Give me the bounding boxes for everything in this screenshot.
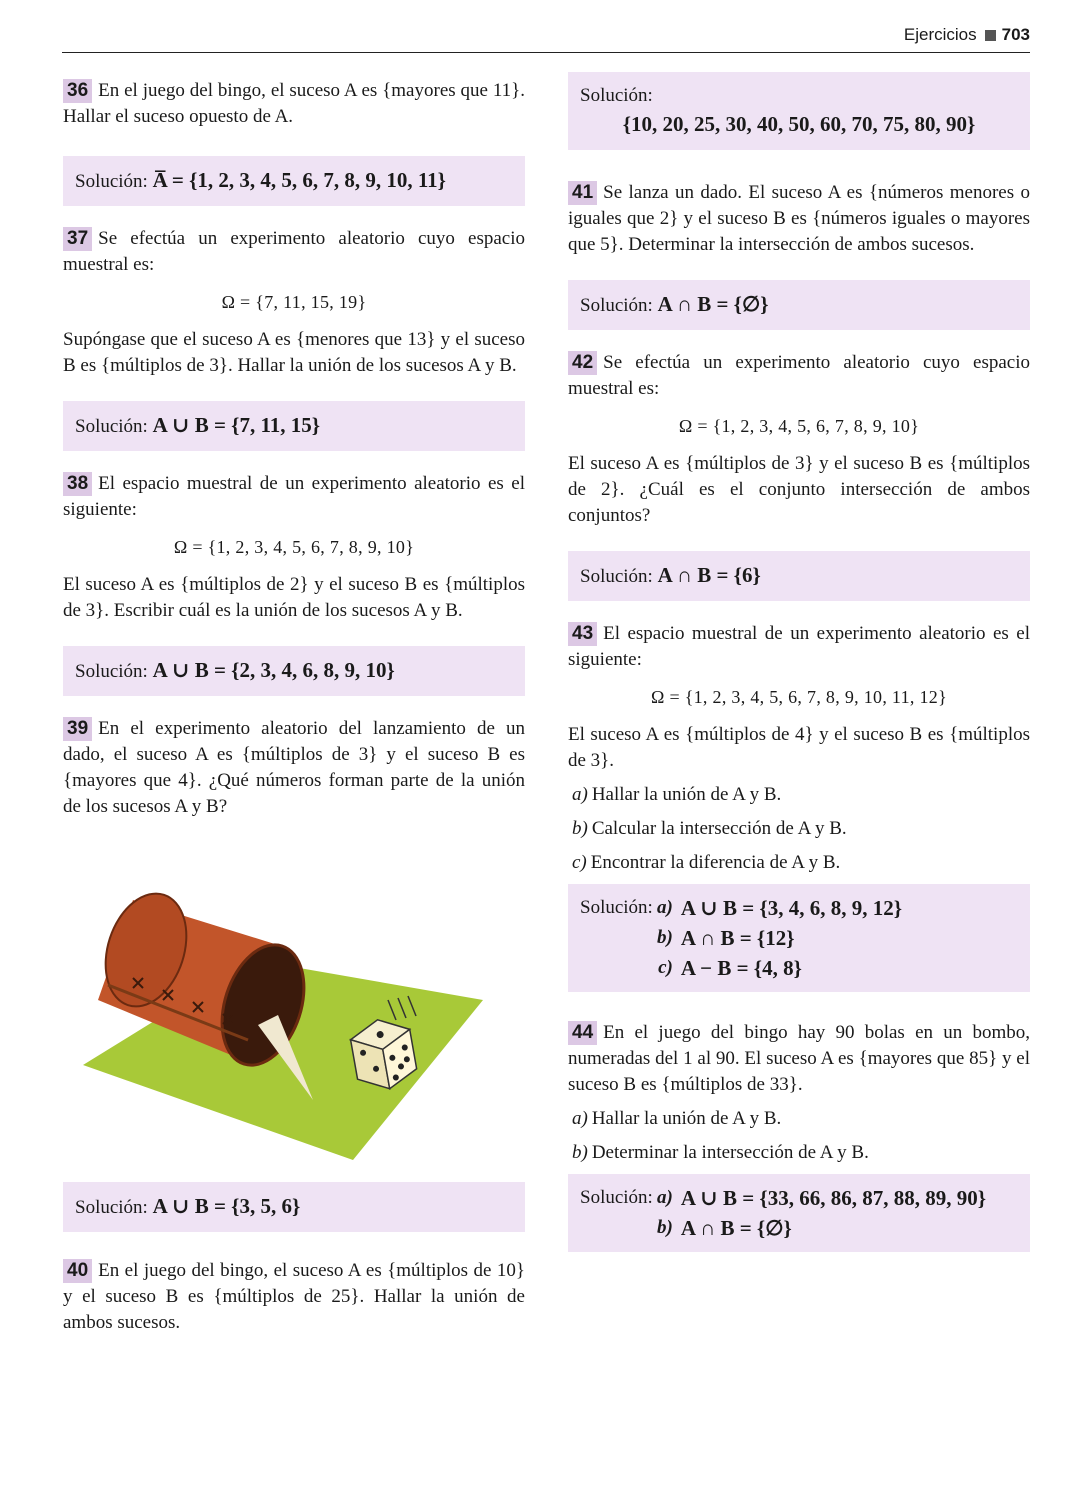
exercise-items [568, 782, 1030, 876]
right-column [568, 72, 1030, 1252]
solution-value: {10, 20, 25, 30, 40, 50, 60, 70, 75, 80, 90} [622, 112, 976, 136]
exercise-number: 37 [63, 227, 92, 251]
solution-value: A − B = {4, 8} [680, 956, 802, 980]
exercise-text: En el juego del bingo hay 90 bolas en un bombo, numeradas del 1 al 90. El suceso A es {mayores que 85} y el suceso B es {múltiplos de 33}. [568, 1022, 1030, 1095]
dice-cup-illustration [63, 850, 533, 1170]
solution-label: Solución: [580, 85, 653, 106]
exercise-43 [568, 621, 1030, 673]
sample-space-formula: Ω = {7, 11, 15, 19} [221, 292, 367, 312]
solution-label: Solución: [75, 1197, 148, 1218]
solution-value: A ∩ B = {∅} [680, 1216, 792, 1240]
solution-box [63, 1182, 525, 1232]
solution-label: Solución: [580, 1187, 653, 1208]
solution-box [568, 551, 1030, 601]
exercise-text: En el juego del bingo, el suceso A es {mayores que 11}. Hallar el suceso opuesto de A. [63, 80, 525, 127]
solution-value: A ∪ B = {33, 66, 86, 87, 88, 89, 90} [680, 1186, 986, 1210]
exercise-text: En el experimento aleatorio del lanzamiento de un dado, el suceso A es {múltiplos de 3} y el suceso B es {mayores que 4}. ¿Qué números forman parte de la unión de los sucesos A y B? [63, 718, 525, 817]
list-item: b) Calcular la intersección de A y B. [572, 818, 847, 839]
solution-label: Solución: [75, 661, 148, 682]
solution-value: A ∩ B = {12} [680, 926, 795, 950]
exercise-36 [63, 78, 525, 130]
solution-box [63, 401, 525, 451]
square-icon [985, 30, 996, 41]
solution-value: A ∪ B = {2, 3, 4, 6, 8, 9, 10} [152, 658, 395, 682]
sample-space-formula: Ω = {1, 2, 3, 4, 5, 6, 7, 8, 9, 10} [173, 537, 415, 557]
exercise-number: 39 [63, 717, 92, 741]
exercise-number: 40 [63, 1259, 92, 1283]
list-item: c) Encontrar la diferencia de A y B. [572, 852, 841, 873]
exercise-text-continued: El suceso A es {múltiplos de 2} y el suceso B es {múltiplos de 3}. Escribir cuál es la unión de los sucesos A y B. [63, 574, 525, 621]
sample-space-formula: Ω = {1, 2, 3, 4, 5, 6, 7, 8, 9, 10} [678, 416, 920, 436]
exercise-text: Se efectúa un experimento aleatorio cuyo espacio muestral es: [568, 352, 1030, 399]
solution-label: Solución: [75, 416, 148, 437]
list-item: b) Determinar la intersección de A y B. [572, 1142, 869, 1163]
dice-cup-image [63, 850, 533, 1170]
exercise-number: 44 [568, 1021, 597, 1045]
solution-label: Solución: [75, 171, 148, 192]
exercise-42 [568, 350, 1030, 402]
list-item: a) Hallar la unión de A y B. [572, 784, 782, 805]
exercise-text: El espacio muestral de un experimento aleatorio es el siguiente: [63, 473, 525, 520]
solution-label: Solución: [580, 897, 653, 918]
solution-box [568, 72, 1030, 150]
exercise-number: 42 [568, 351, 597, 375]
exercise-number: 36 [63, 79, 92, 103]
solution-value: A ∩ B = {∅} [657, 292, 769, 316]
exercise-text: En el juego del bingo, el suceso A es {múltiplos de 10} y el suceso B es {múltiplos de 25}. Hallar la unión de ambos sucesos. [63, 1260, 525, 1333]
solution-value: A ∪ B = {3, 4, 6, 8, 9, 12} [680, 896, 902, 920]
page-header [62, 22, 1030, 53]
exercise-41 [568, 180, 1030, 258]
solution-box [568, 280, 1030, 330]
exercise-items [568, 1106, 1030, 1166]
solution-value: A ∪ B = {7, 11, 15} [152, 413, 321, 437]
solution-value: A ∪ B = {3, 5, 6} [152, 1194, 301, 1218]
exercise-38 [63, 471, 525, 523]
exercise-40 [63, 1258, 525, 1336]
section-title: Ejercicios [903, 25, 977, 44]
solution-label: Solución: [580, 566, 653, 587]
sample-space-formula: Ω = {1, 2, 3, 4, 5, 6, 7, 8, 9, 10, 11, 12} [650, 687, 948, 707]
solution-value: A̅ = {1, 2, 3, 4, 5, 6, 7, 8, 9, 10, 11} [152, 168, 446, 192]
exercise-44 [568, 1020, 1030, 1098]
exercise-text: Se efectúa un experimento aleatorio cuyo espacio muestral es: [63, 228, 525, 275]
exercise-37 [63, 226, 525, 278]
solution-box: Solución: a) A ∪ B = {3, 4, 6, 8, 9, 12} b) A ∩ B = {12} c) A − B = {4, 8} [568, 884, 1030, 992]
exercise-text: Se lanza un dado. El suceso A es {números menores o iguales que 2} y el suceso B es {números iguales o mayores que 5}. Determinar la intersección de ambos sucesos. [568, 182, 1030, 255]
exercise-number: 38 [63, 472, 92, 496]
solution-label: Solución: [580, 295, 653, 316]
exercise-text-continued: Supóngase que el suceso A es {menores que 13} y el suceso B es {múltiplos de 3}. Hallar la unión de los sucesos A y B. [63, 329, 525, 376]
left-column [63, 78, 525, 1336]
exercise-number: 43 [568, 622, 597, 646]
solution-box [63, 646, 525, 696]
solution-box: Solución: a) A ∪ B = {33, 66, 86, 87, 88, 89, 90} b) A ∩ B = {∅} [568, 1174, 1030, 1252]
exercise-text-continued: El suceso A es {múltiplos de 3} y el suceso B es {múltiplos de 2}. ¿Cuál es el conjunto intersección de ambos conjuntos? [568, 453, 1030, 526]
solution-box [63, 156, 525, 206]
list-item: a) Hallar la unión de A y B. [572, 1108, 782, 1129]
solution-value: A ∩ B = {6} [657, 563, 761, 587]
exercise-39 [63, 716, 525, 820]
page-number: 703 [1001, 25, 1030, 44]
exercise-text: El espacio muestral de un experimento aleatorio es el siguiente: [568, 623, 1030, 670]
exercise-number: 41 [568, 181, 597, 205]
exercise-text-continued: El suceso A es {múltiplos de 4} y el suceso B es {múltiplos de 3}. [568, 724, 1030, 771]
